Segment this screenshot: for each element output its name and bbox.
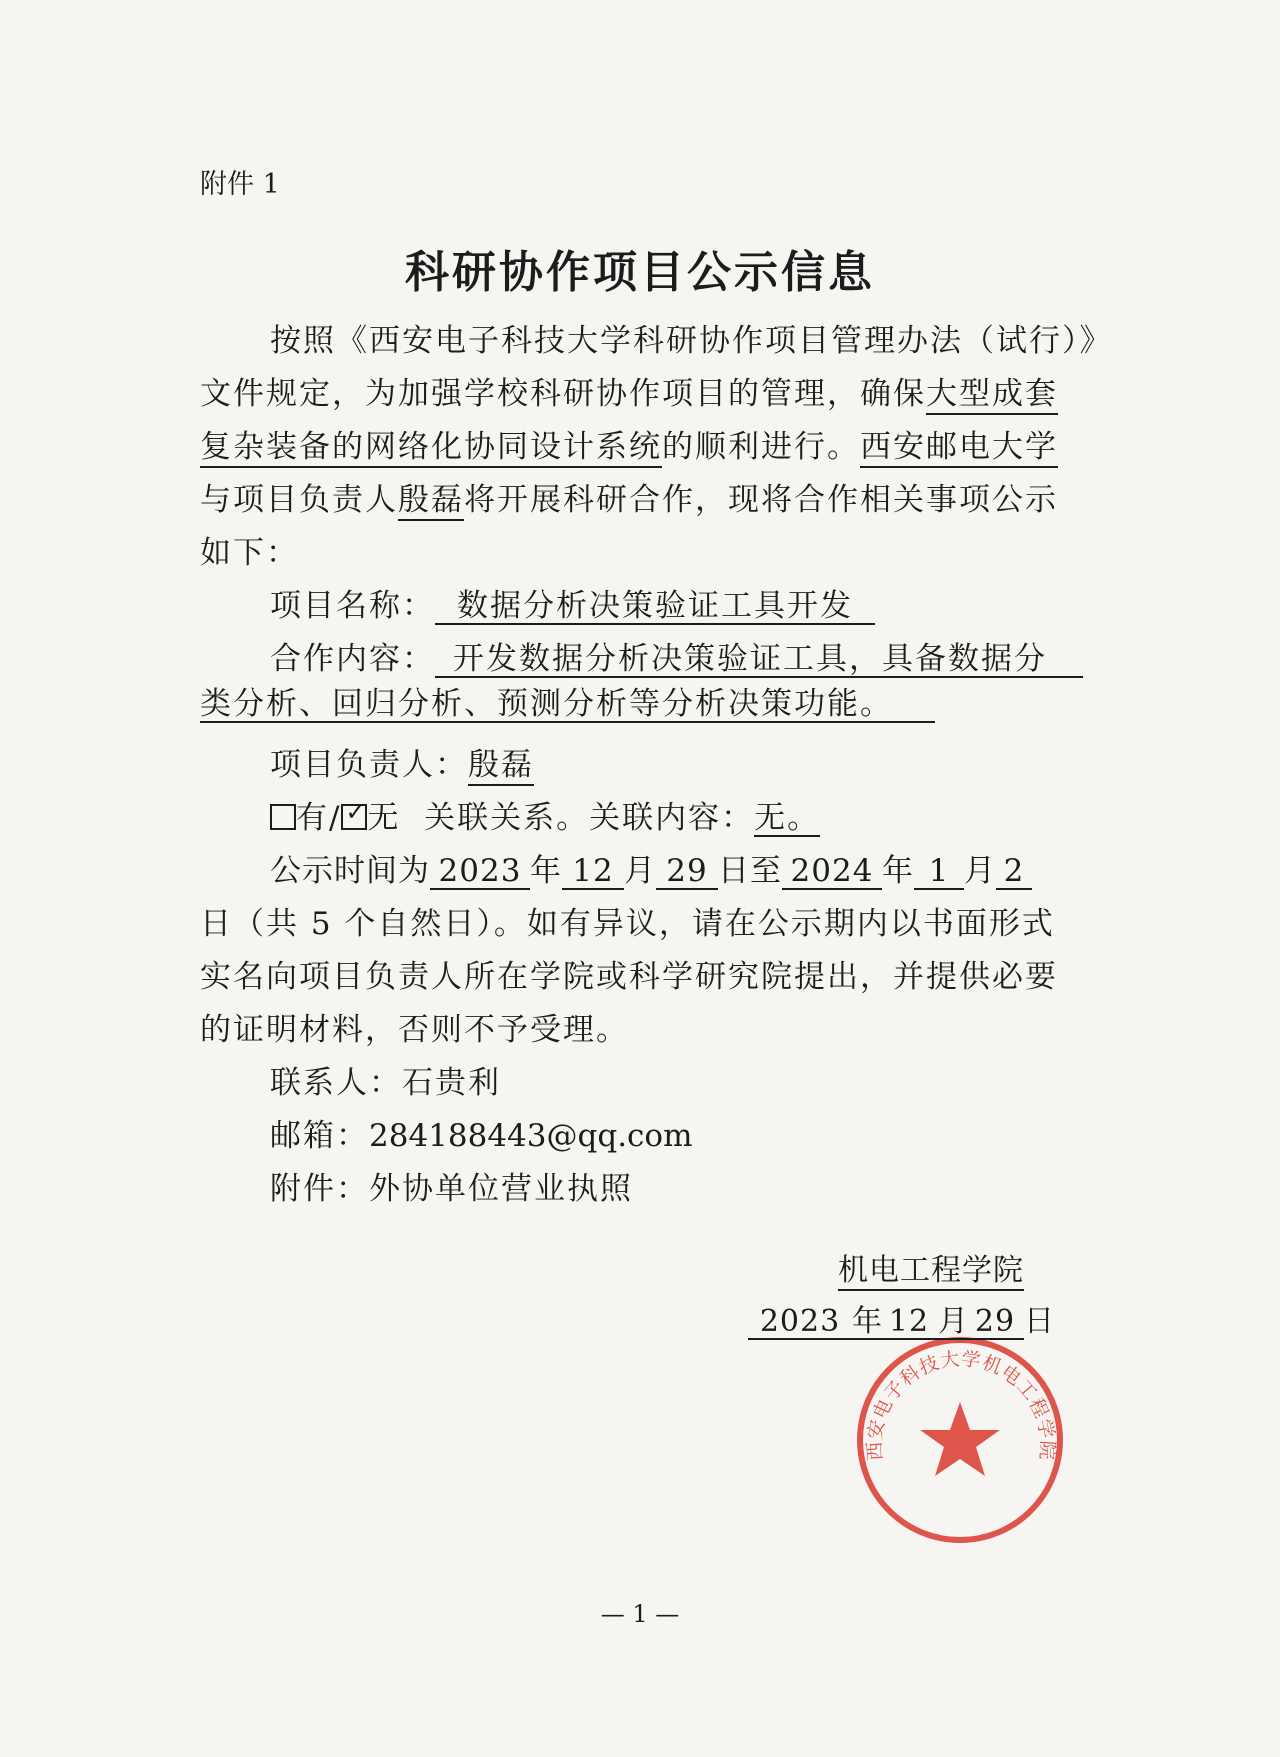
no-relation-label: 无 [367,800,401,836]
leader-value: 殷磊 [468,747,534,786]
signing-org [838,1245,1024,1289]
has-relation-checkbox[interactable] [270,804,296,830]
contact-person-label: 联系人： [270,1065,402,1101]
unit-year: 年 [882,853,914,889]
official-seal-icon [850,1330,1070,1550]
start-year: 2023 [430,854,530,890]
end-day: 2 [996,854,1032,890]
relation-value: 无。 [754,800,821,836]
project-name-value: 数据分析决策验证工具开发 [435,589,875,625]
intro-text: 将开展科研合作，现将合作相关事项公示 [464,482,1058,518]
checkmark-icon: ✓ [345,798,368,826]
contact-person-row [270,1057,501,1102]
signing-org-name: 机电工程学院 [838,1253,1024,1291]
system-name-part-1: 大型成套 [926,376,1058,415]
intro-line-5: 如下： [200,535,299,571]
attachment-value: 外协单位营业执照 [369,1171,633,1207]
period-row-2: 日（共 5 个自然日）。如有异议，请在公示期内以书面形式 [200,906,1055,942]
content-value-line-1: 开发数据分析决策验证工具，具备数据分 [435,642,1083,678]
attachment-label: 附件： [270,1171,369,1207]
page-title: 科研协作项目公示信息 [405,247,875,298]
system-name-part-2: 复杂装备的网络化协同设计系统 [200,429,662,468]
sign-month: 12 [880,1305,938,1340]
intro-text: 的顺利进行。 [662,429,860,465]
content-row-2 [200,686,935,723]
annex-label: 附件 1 [200,169,280,200]
page-number: — 1 — [600,1600,680,1628]
unit-day: 日 [718,853,750,889]
unit-month: 月 [624,853,656,889]
project-name-row [270,580,875,625]
period-row-3: 实名向项目负责人所在学院或科学研究院提出，并提供必要 [200,959,1058,995]
partner-unit: 西安邮电大学 [860,429,1058,468]
intro-text: 与项目负责人 [200,482,398,518]
end-month: 1 [914,854,964,890]
content-label: 合作内容： [270,641,435,677]
intro-line-3 [200,421,1058,466]
period-row-4: 的证明材料，否则不予受理。 [200,1012,629,1048]
unit-year: 年 [530,853,562,889]
intro-line-2 [200,368,1058,413]
period-to: 至 [750,853,782,889]
contact-person-value: 石贵利 [402,1065,501,1101]
sign-unit-year: 年 [852,1304,883,1339]
intro-line-1 [270,315,1113,360]
signing-date [748,1296,1055,1340]
end-year: 2024 [782,854,882,890]
content-row-1 [270,633,1083,678]
period-prefix: 公示时间为 [270,853,430,889]
intro-line-4 [200,474,1058,519]
sign-year: 2023 [748,1305,852,1340]
start-day: 29 [656,854,718,890]
intro-text: 按照《西安电子科技大学科研协作项目管理办法（试行）》 [270,323,1113,359]
email-label: 邮箱： [270,1118,369,1154]
project-name-label: 项目名称： [270,588,435,624]
relation-row [270,792,820,837]
email-value[interactable]: 284188443@qq.com [369,1118,693,1154]
email-row [270,1110,692,1155]
unit-month: 月 [964,853,996,889]
project-leader-inline: 殷磊 [398,482,464,521]
leader-row [270,739,534,784]
period-row-1 [270,845,1032,890]
content-value-line-2: 类分析、回归分析、预测分析等分析决策功能。 [200,687,935,723]
relation-text: 关联关系。关联内容： [424,800,755,836]
start-month: 12 [562,854,624,890]
has-relation-label: 有/ [296,800,342,836]
sign-unit-day: 日 [1024,1304,1055,1339]
leader-label: 项目负责人： [270,747,468,783]
attachment-row [270,1163,633,1208]
sign-unit-month: 月 [938,1304,969,1339]
seal-text: 西安电子科技大学机电工程学院 [863,1347,1059,1462]
no-relation-checkbox[interactable] [341,798,368,830]
intro-text: 文件规定，为加强学校科研协作项目的管理，确保 [200,376,926,412]
sign-day: 29 [966,1305,1024,1340]
